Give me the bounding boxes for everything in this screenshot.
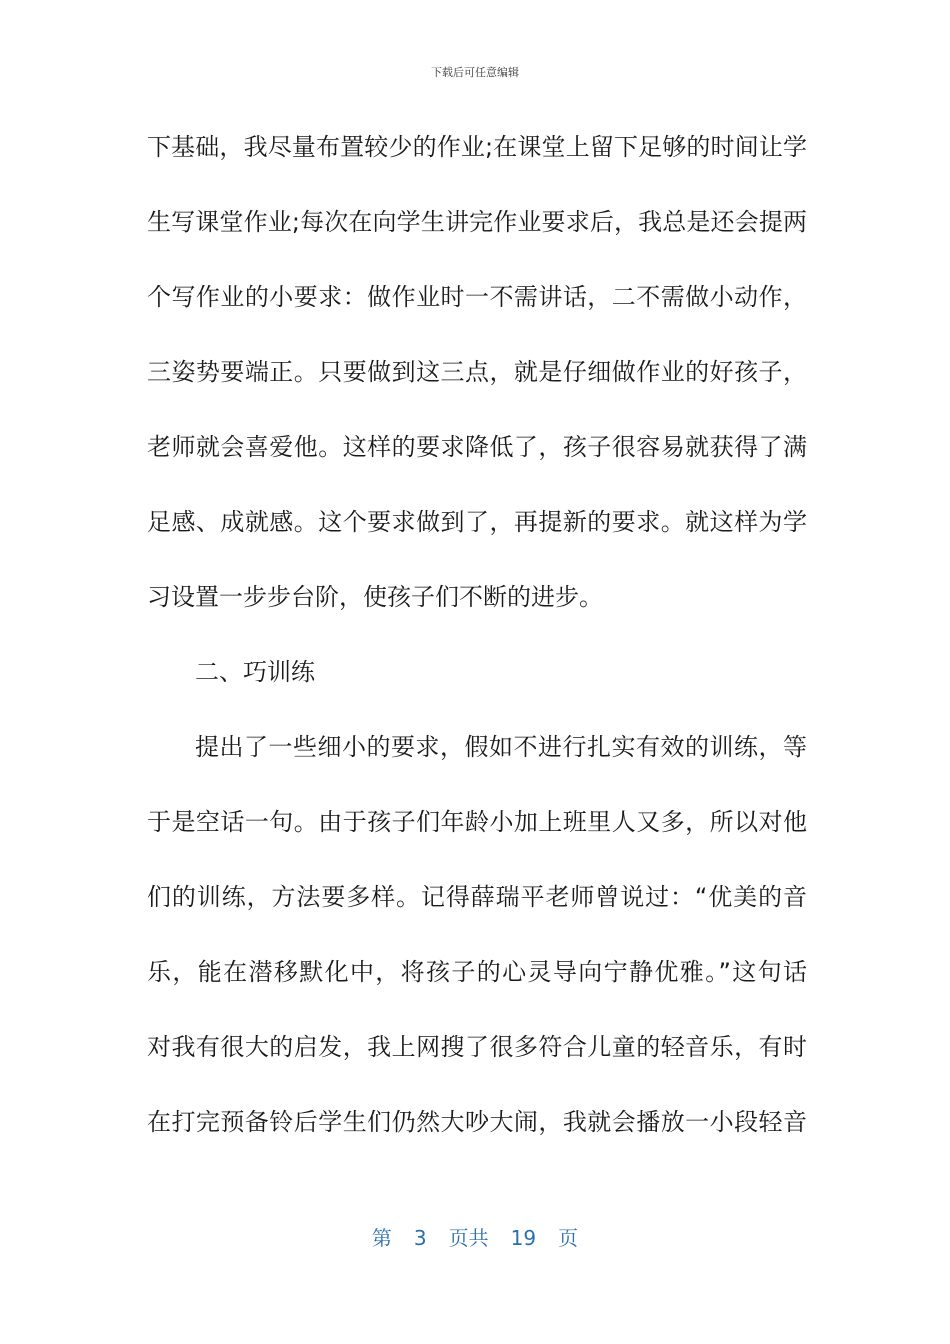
page-number: [0, 1224, 950, 1252]
body-line-7: 习设置一步步台阶，使孩子们不断的进步。: [147, 583, 603, 611]
body-line-11: 们的训练，方法要多样。记得薛瑞平老师曾说过：“优美的音: [147, 883, 807, 911]
body-line-1: 下基础，我尽量布置较少的作业;在课堂上留下足够的时间让学: [147, 133, 807, 161]
body-line-5: 老师就会喜爱他。这样的要求降低了，孩子很容易就获得了满: [147, 433, 807, 461]
body-line-3: 个写作业的小要求：做作业时一不需讲话，二不需做小动作，: [147, 283, 807, 311]
body-line-13: 对我有很大的启发，我上网搜了很多符合儿童的轻音乐，有时: [147, 1033, 807, 1061]
page-number-suffix: 页: [558, 1226, 579, 1250]
page-header-note: 下载后可任意编辑: [431, 66, 519, 79]
body-line-12: 乐，能在潜移默化中，将孩子的心灵导向宁静优雅。”这句话: [147, 958, 807, 986]
body-line-2: 生写课堂作业;每次在向学生讲完作业要求后，我总是还会提两: [147, 208, 807, 236]
document-body: [147, 125, 807, 1175]
body-line-14: 在打完预备铃后学生们仍然大吵大闹，我就会播放一小段轻音: [147, 1108, 807, 1136]
body-line-6: 足感、成就感。这个要求做到了，再提新的要求。就这样为学: [147, 508, 807, 536]
body-line-9: 提出了一些细小的要求，假如不进行扎实有效的训练，等: [195, 733, 807, 761]
section-heading: 二、巧训练: [195, 658, 315, 686]
page-number-current: 3: [413, 1226, 427, 1250]
body-line-10: 于是空话一句。由于孩子们年龄小加上班里人又多，所以对他: [147, 808, 807, 836]
body-line-4: 三姿势要端正。只要做到这三点，就是仔细做作业的好孩子，: [147, 358, 807, 386]
page-number-middle: 页共: [448, 1226, 489, 1250]
page-number-prefix: 第: [371, 1226, 392, 1250]
page-number-total: 19: [510, 1226, 537, 1250]
